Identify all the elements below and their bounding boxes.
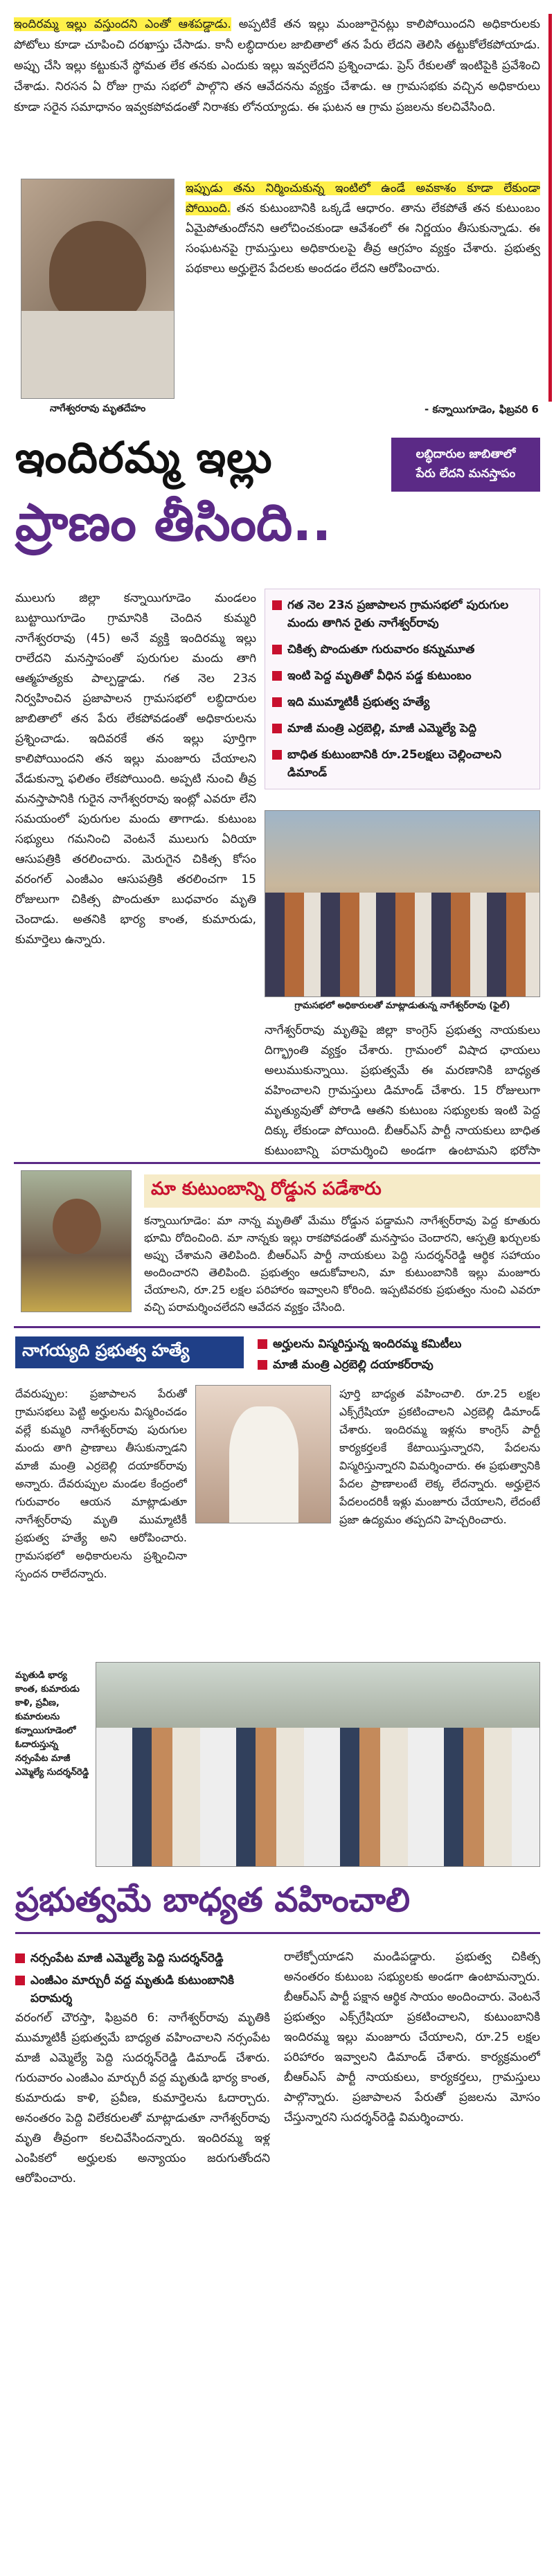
main-col-left: ములుగు జిల్లా కన్నాయిగూడెం మండలం బుట్టాయిగూడెం గ్రామానికి చెందిన కుమ్మరి నాగేశ్వరరావు (45) అనే వ్యక్తి ఇందిరమ్మ ఇల్లు రాలేదని మనస్తాపంతో పురుగుల మందు తాగి ఆత్మహత్యకు పాల్పడ్డాడు. గత నెల 23న నిర్వహించిన ప్రజాపాలన గ్రామసభలో లబ్ధిదారుల జాబితాలో తన పేరు లేకపోవడంతో అధికారులను ప్రశ్నించాడు. ఇదివరకే తన ఇల్లు పూర్తిగా కాలిపోయిందని తన ఇల్లు మంజూరు చేయాలని వేడుకున్నా ఫలితం లేకపోయింది. అప్పటి నుంచి తీవ్ర మనస్తాపానికి గురైన నాగేశ్వరరావు ఇంట్లో ఎవరూ లేని సమయంలో పురుగుల మందు తాగాడు. కుటుంబ సభ్యులు గమనించి వెంటనే ములుగు ఏరియా ఆసుపత్రికి తరలించారు. మెరుగైన చికిత్స కోసం వరంగల్ ఎంజీఎం ఆసుపత్రికి తరలించగా 15 రోజులుగా చికిత్స పొందుతూ బుధవారం మృతి చెందాడు. అతనికి భార్య కాంత, కుమారుడు, కుమార్తెలు ఉన్నారు. xyxy=(15,591,256,947)
errabelli-photo xyxy=(195,1385,331,1523)
bullet-marker-icon xyxy=(15,1953,25,1963)
headline-1: ఇందిరమ్మ ఇల్లు xyxy=(15,432,273,483)
headline-tag-line-2: పేరు లేదని మనస్తాపం xyxy=(416,467,516,481)
headline-tag-line-1: లబ్ధిదారుల జాబితాలో xyxy=(416,447,516,461)
crowd-shape xyxy=(265,893,540,996)
top-story xyxy=(14,14,540,118)
bullet-marker-icon xyxy=(258,1339,267,1349)
main-bullet: చికిత్స పొందుతూ గురువారం కన్నుమూత xyxy=(265,636,539,663)
bullet-marker-icon xyxy=(272,645,282,654)
gram-sabha-caption: గ్రామసభలో అధికారులతో మాట్లాడుతున్న నాగేశ్వర్‌రావు (ఫైల్) xyxy=(294,1001,510,1011)
resp-col-right: రాలేక్పోయాడని మండిపడ్డారు. ప్రభుత్వ చికిత్స అనంతరం కుటుంబ సభ్యులకు అండగా ఉంటామన్నారు. బీఆర్ఎస్ పార్టీ పక్షాన ఆర్థిక సాయం అందించారు. వెంటనే ప్రభుత్వం ఎక్స్‌గ్రేషియా ప్రకటించాలని, కుటుంబానికి ఇందిరమ్మ ఇల్లు మంజూరు చేయాలని, రూ.25 లక్షల పరిహారం ఇవ్వాలని డిమాండ్ చేశారు. కార్యక్రమంలో బీఆర్ఎస్ పార్టీ నాయకులు, కార్యకర్తలు, గ్రామస్తులు పాల్గొన్నారు. ప్రజాపాలన పేరుతో ప్రజలను మోసం చేస్తున్నారని సుదర్శన్‌రెడ్డి విమర్శించారు. xyxy=(284,1950,540,2125)
headline-tag xyxy=(391,438,540,492)
responsibility-title: ప్రభుత్వమే బాధ్యత వహించాలి xyxy=(15,1881,540,1934)
bottom-photo-side-caption: మృతుడి భార్య కాంత, కుమారుడు కాళి, ప్రవీణ, కుమారులను కన్నాయిగూడెంలో ఓదారుస్తున్న నర్సంపేట మాజీ ఎమ్మెల్యే సుదర్శన్‌రెడ్డి xyxy=(15,1670,89,1778)
top-intro: అప్పటికే తన ఇల్లు మంజూరైనట్లు కాలిపోయిందని అధికారులకు పోటోలు కూడా చూపించి దరఖాస్తు చేసాడు. కానీ లబ్ధిదారుల జాబితాలో తన పేరు లేదని తెలిసి తట్టుకోలేకపోయాడు. అప్పు చేసి ఇల్లు కట్టుకునే స్థోమత లేక తనకు ఎందుకు ఇల్లు ఇవ్వలేదని ప్రశ్నించాడు. ప్రెస్ రేకులతో ఇంటిపైకి ప్రవేశించి చేశాడు. నిరసన ఏ రోజు గ్రామ సభలో పాల్గొని తన ఆవేదనను వ్యక్తం చేశాడు. ఆ గ్రామసభకు వచ్చిన అధికారులు కూడా సరైన సమాధానం ఇవ్వకపోవడంతో నిరాశకు లోనయ్యాడు. ఈ ఘటన ఆ గ్రామ ప్రజలను కలచివేసింది. xyxy=(14,17,541,114)
resp-bullet: నర్సంపేట మాజీ ఎమ్మెల్యే పెద్ది సుదర్శన్‌రెడ్డి xyxy=(15,1947,270,1969)
main-bullet: ఇంటి పెద్ద మృతితో వీధిన పడ్డ కుటుంబం xyxy=(265,663,539,689)
govt-col-right: పూర్తి బాధ్యత వహించాలి. రూ.25 లక్షల ఎక్స్‌గ్రేషియా ప్రకటించాలని ఎర్రబెల్లి డిమాండ్ చేశారు. ఇందిరమ్మ ఇళ్లను కాంగ్రెస్ పార్టీ కార్యకర్తలకే కేటాయిస్తున్నారని, పేదలను విస్మరిస్తున్నారని విమర్శించారు. ఈ ప్రభుత్వానికి పేదల ప్రాణాలంటే లెక్క లేదన్నారు. అర్హులైన పేదలందరికీ ఇళ్లు మంజూరు చేయాలని, లేదంటే ప్రజా ఉద్యమం తప్పదని హెచ్చరించారు. xyxy=(339,1387,540,1526)
resp-col-left: వరంగల్ చౌరస్తా, ఫిబ్రవరి 6: నాగేశ్వర్‌రావు మృతికి ముమ్మాటికీ ప్రభుత్వమే బాధ్యత వహించాలని నర్సంపేట మాజీ ఎమ్మెల్యే పెద్ది సుదర్శన్‌రెడ్డి డిమాండ్ చేశారు. గురువారం ఎంజీఎం మార్చురీ వద్ద మృతుడి భార్య కాంత, కుమారుడు కాళి, ప్రవీణ, కుమార్తెలను ఓదార్చారు. అనంతరం పెద్ది విలేకరులతో మాట్లాడుతూ నాగేశ్వర్‌రావు మృతి తీవ్రంగా కలచివేసిందన్నారు. ఇందిరమ్మ ఇళ్ల ఎంపికలో అర్హులకు అన్యాయం జరుగుతోందని ఆరోపించారు. xyxy=(15,2011,270,2185)
bullet-marker-icon xyxy=(272,697,282,707)
main-bullet: మాజీ మంత్రి ఎర్రబెల్లి, మాజీ ఎమ్మెల్యే పెద్ది xyxy=(265,715,539,742)
bullet-marker-icon xyxy=(15,1976,25,1985)
top-body-2: తన కుటుంబానికి ఒక్కడే ఆధారం. తాను లేకపోతే తన కుటుంబం ఏమైపోతుందోనని ఆలోచించకుండా ఆవేశంలో ఈ నిర్ణయం తీసుకున్నాడు. ఈ సంఘటనపై గ్రామస్తులు అధికారులపై తీవ్ర ఆగ్రహం వ్యక్తం చేశారు. ప్రభుత్వ పథకాలు అర్హులైన పేదలకు అందడం లేదని ఆరోపించారు. xyxy=(186,202,540,276)
victim-photo-caption: నాగేశ్వరరావు మృతదేహం xyxy=(49,403,146,414)
govt-bullet: అర్హులను విస్మరిస్తున్న ఇందిరమ్మ కమిటీలు xyxy=(258,1334,540,1354)
errabelli-figure xyxy=(229,1406,298,1523)
main-bullets xyxy=(265,589,540,789)
top-dateline: - కన్నాయిగూడెం, ఫిబ్రవరి 6 xyxy=(425,403,539,415)
bullet-marker-icon xyxy=(272,600,282,610)
bullet-marker-icon xyxy=(272,671,282,681)
main-bullet: ఇది ముమ్మాటికీ ప్రభుత్వ హత్యే xyxy=(265,689,539,715)
responsibility-bullets xyxy=(15,1947,270,2010)
govt-title: నాగయ్యది ప్రభుత్వ హత్యే xyxy=(15,1336,244,1368)
main-bullet: గత నెల 23న ప్రజాపాలన గ్రామసభలో పురుగుల మందు తాగిన రైతు నాగేశ్వర్‌రావు xyxy=(265,592,539,636)
victim-photo-sheet xyxy=(21,311,175,399)
family-body: కన్నాయిగూడెం: మా నాన్న మృతితో మేము రోడ్డున పడ్డామని నాగేశ్వర్‌రావు పెద్ద కూతురు భూమి రోదించింది. మా నాన్నకు ఇల్లు రాకపోవడంతో మనస్తాపం చెందారని, ఆస్పత్రి ఖర్చులకు అప్పు చేశామని తెలిపింది. బీఆర్ఎస్ పార్టీ నాయకులు పెద్ది సుదర్శన్‌రెడ్డి ఆర్థిక సహాయం అందించారని తెలిపింది. ప్రభుత్వం ఆదుకోవాలని, మా కుటుంబానికి ఇల్లు మంజూరు చేయాలని, రూ.25 లక్షల పరిహారం ఇవ్వాలని కోరింది. ఇప్పటివరకు ప్రభుత్వం నుంచి ఎవరూ వచ్చి పరామర్శించలేదని ఆవేదన వ్యక్తం చేసింది. xyxy=(144,1214,540,1314)
section-divider xyxy=(14,1326,540,1328)
family-title: మా కుటుంబాన్ని రోడ్డున పడేశారు xyxy=(144,1174,540,1208)
headline-2: ప్రాణం తీసింది.. xyxy=(15,493,332,553)
main-bullet: బాధిత కుటుంబానికి రూ.25లక్షలు చెల్లించాలని డిమాండ్ xyxy=(265,742,539,786)
condolence-people xyxy=(96,1728,540,1866)
resp-bullet: ఎంజీఎం మార్చురీ వద్ద మృతుడి కుటుంబానికి పరామర్శ xyxy=(15,1969,270,2010)
condolence-photo xyxy=(96,1662,540,1867)
victim-photo xyxy=(21,179,175,399)
top-highlight-1: ఇందిరమ్మ ఇల్లు వస్తుందని ఎంతో ఆశపడ్డాడు. xyxy=(14,17,231,31)
top-highlight-2: ఇప్పుడు తను నిర్మించుకున్న ఇంటిలో ఉండే అవకాశం కూడా లేకుండా పోయింది. xyxy=(186,181,540,215)
govt-col-left: దేవరుప్పుల: ప్రజాపాలన పేరుతో గ్రామసభలు పెట్టి అర్హులను విస్మరించడం వల్లే కుమ్మరి నాగేశ్వర్‌రావు పురుగుల మందు తాగి ప్రాణాలు తీసుకున్నాడని మాజీ మంత్రి ఎర్రబెల్లి దయాకర్‌రావు అన్నారు. దేవరుప్పుల మండల కేంద్రంలో గురువారం ఆయన మాట్లాడుతూ నాగేశ్వర్‌రావు మృతి ముమ్మాటికీ ప్రభుత్వ హత్యే అని ఆరోపించారు. గ్రామసభలో అధికారులను ప్రశ్నించినా స్పందన రాలేదన్నారు. xyxy=(15,1387,187,1580)
victim-photo-figure xyxy=(49,221,146,325)
bullet-marker-icon xyxy=(258,1360,267,1370)
section-divider xyxy=(14,1162,540,1164)
govt-bullet: మాజీ మంత్రి ఎర్రబెల్లి దయాకర్‌రావు xyxy=(258,1354,540,1375)
daughter-face xyxy=(53,1199,101,1254)
main-col-right: నాగేశ్వర్‌రావు మృతిపై జిల్లా కాంగ్రెస్ ప్రభుత్వ నాయకులు దిగ్భ్రాంతి వ్యక్తం చేశారు. గ్రామంలో విషాద ఛాయలు అలుముకున్నాయి. ప్రభుత్వమే ఈ మరణానికి బాధ్యత వహించాలని గ్రామస్తులు డిమాండ్ చేశారు. 15 రోజులుగా మృత్యువుతో పోరాడి ఆతని కుటుంబ సభ్యులకు ఇంటి పెద్ద దిక్కు లేకుండా పోయింది. బీఆర్ఎస్ పార్టీ నాయకులు బాధిత కుటుంబాన్ని పరామర్శించి అండగా ఉంటామని భరోసా xyxy=(265,1023,540,1158)
bullet-marker-icon xyxy=(272,724,282,733)
bullet-marker-icon xyxy=(272,750,282,760)
daughter-photo xyxy=(21,1170,132,1312)
accent-bar xyxy=(548,14,552,402)
top-body xyxy=(186,179,540,279)
govt-bullets xyxy=(258,1334,540,1375)
gram-sabha-photo xyxy=(265,810,540,997)
